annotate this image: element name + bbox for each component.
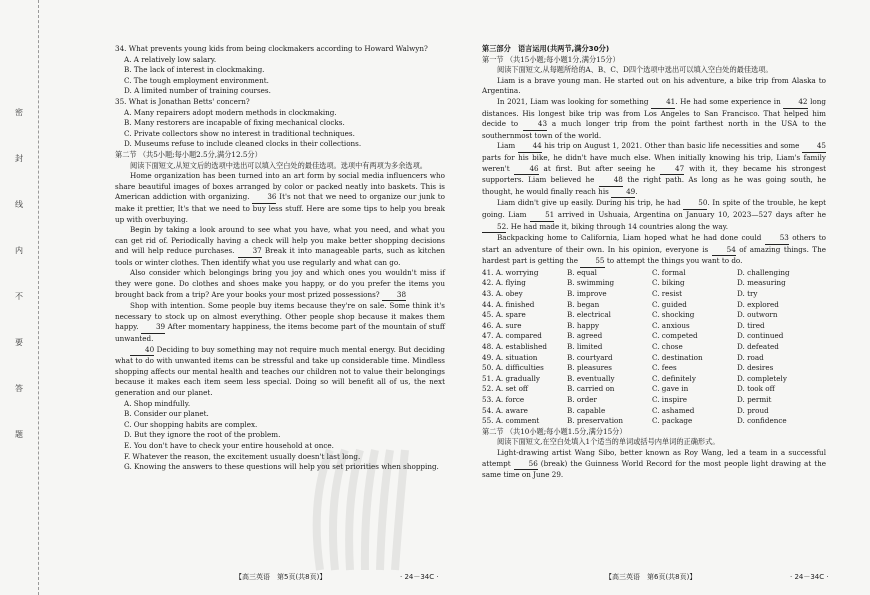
blank-42[interactable]: 42	[783, 97, 807, 109]
option-choice[interactable]: C. inspire	[652, 395, 688, 404]
option-choice[interactable]: B. equal	[567, 267, 597, 277]
blank-41[interactable]: 41	[651, 97, 675, 109]
option-choice[interactable]: D. tired	[737, 320, 765, 330]
option-choice[interactable]: D. measuring	[737, 278, 786, 288]
section2-instructions: 阅读下面短文,从短文后的选项中选出可以填入空白处的最佳选项。选项中有两项为多余选项。	[130, 160, 427, 170]
option-choice[interactable]: C. gave in	[652, 384, 689, 394]
option-choice[interactable]: C. biking	[652, 278, 685, 288]
q35-option: D. Museums refuse to include cleaned clocks in their collections.	[124, 139, 362, 149]
option-choice[interactable]: B. order	[567, 395, 597, 404]
option-choice[interactable]: B. eventually	[567, 373, 615, 383]
option-choice[interactable]: D. challenging	[737, 267, 790, 277]
option-choice[interactable]: D. took off	[737, 384, 775, 394]
q35-option: A. Many repairers adopt modern methods in clockmaking.	[124, 107, 337, 117]
option-choice[interactable]: C. ashamed	[652, 405, 695, 415]
option-choice[interactable]: 51. A. gradually	[482, 373, 540, 383]
choice-option: D. But they ignore the root of the problem.	[124, 430, 281, 440]
left-page	[115, 44, 445, 473]
section2-title: 第二节 （共5小题;每小题2.5分,满分12.5分）	[115, 149, 262, 159]
option-choice[interactable]: B. pleasures	[567, 363, 612, 373]
blank-45[interactable]: 45	[802, 141, 826, 153]
option-choice[interactable]: B. preservation	[567, 416, 624, 426]
choice-option: A. Shop mindfully.	[124, 398, 191, 408]
binding-char: 答	[15, 384, 23, 393]
q34-option: A. A relatively low salary.	[124, 54, 217, 64]
option-choice[interactable]: 42. A. flying	[482, 278, 526, 288]
passage-paragraph: Home organization has been turned into an art form by social media influencers who share beautiful images of boxes arranged by color or packed neatly into baskets. This is American addiction with organizing. 36 It's not that we need to organize our junk to make it prettier, It's that we need to buy less stuff. Here are some tips to help you break up with overbuying.	[115, 171, 445, 224]
option-choice[interactable]: C. anxious	[652, 320, 690, 330]
option-choice[interactable]: D. try	[737, 289, 758, 299]
blank-51[interactable]: 51	[530, 210, 554, 222]
passage-paragraph: Backpacking home to California, Liam hoped what he had done could 53 others to start an adventure of their own. In his opinion, everyone is 54 of amazing things. The hardest part is getting the 55 to attempt the things you want to do.	[482, 233, 826, 268]
passage-paragraph: Begin by taking a look around to see what you have, what you need, and what you can get rid of. Periodically having a check will help you make better shopping decisions and will help reduce purchases. 37 Break it into manageable parts, such as kitchen tools or winter clothes. Then identify what you use regularly and what can go.	[115, 225, 445, 267]
option-choice[interactable]: 49. A. situation	[482, 352, 538, 362]
option-choice[interactable]: B. electrical	[567, 310, 611, 320]
option-choice[interactable]: D. continued	[737, 331, 784, 341]
binding-char: 题	[15, 430, 23, 439]
option-choice[interactable]: C. fees	[652, 363, 677, 373]
page-5-code: · 24－34C ·	[400, 573, 439, 581]
option-choice[interactable]: C. destination	[652, 352, 703, 362]
blank-48[interactable]: 48	[599, 175, 623, 187]
option-choice[interactable]: B. agreed	[567, 331, 603, 341]
blank-53[interactable]: 53	[765, 233, 789, 245]
passage-paragraph: Liam 44 his trip on August 1, 2021. Other than basic life necessities and some 45 parts for his bike, he didn't have much else. When initially knowing his trip, Liam's family weren't 46 at first. But after seeing he 47 with it, they became his strongest supporters. Liam believed he 48 the right path. As long as he was going south, he thought, he would finally reach his 49.	[482, 141, 826, 198]
option-row	[482, 416, 826, 427]
option-choice[interactable]: B. happy	[567, 320, 600, 330]
blank-43[interactable]: 43	[523, 119, 547, 131]
option-row	[482, 374, 826, 385]
option-choice[interactable]: D. permit	[737, 395, 772, 404]
option-choice[interactable]: 52. A. set off	[482, 384, 529, 394]
option-row	[482, 363, 826, 374]
blank-56[interactable]: 56	[514, 459, 538, 471]
q34-option: B. The lack of interest in clockmaking.	[124, 65, 265, 75]
option-choice[interactable]: 54. A. aware	[482, 405, 528, 415]
passage-paragraph: 40 Deciding to buy something may not require much mental energy. But deciding what to do with unwanted items can be stressful and take up considerable time. Mindless shopping affects our mental health and teaches our children not to value their belongings because it makes each item seem less special. Doing so will benefit all of us, the next generation and our planet.	[115, 344, 445, 397]
option-choice[interactable]: B. began	[567, 299, 600, 309]
blank-39[interactable]: 39	[141, 322, 165, 334]
option-choice[interactable]: B. swimming	[567, 278, 615, 288]
passage-paragraph: In 2021, Liam was looking for something 41. He had some experience in 42 long distances. His longest bike trip was from Los Angeles to San Francisco. That helped him decide to 43 a much longer trip from the point farthest north in the USA to the southernmost town of the world.	[482, 96, 826, 140]
choice-option: G. Knowing the answers to these questions will help you set priorities when shopping.	[124, 462, 439, 472]
option-choice[interactable]: 46. A. sure	[482, 320, 522, 330]
right-page	[482, 44, 826, 481]
passage-paragraph: Liam didn't give up easily. During his trip, he had 50. In spite of the trouble, he kept going. Liam 51 arrived in Ushuaia, Argentina on January 10, 2023—527 days after he 52. He had made it, biking through 14 countries along the way.	[482, 198, 826, 233]
blank-54[interactable]: 54	[712, 245, 736, 257]
option-choice[interactable]: 50. A. difficulties	[482, 363, 544, 373]
choice-option: C. Our shopping habits are complex.	[124, 419, 258, 429]
option-choice[interactable]: D. road	[737, 352, 764, 362]
option-choice[interactable]: D. outworn	[737, 310, 778, 320]
option-row	[482, 384, 826, 395]
option-choice[interactable]: D. defeated	[737, 342, 779, 352]
binding-char: 内	[15, 246, 23, 255]
option-choice[interactable]: B. capable	[567, 405, 606, 415]
option-choice[interactable]: D. confidence	[737, 416, 787, 426]
choice-option: B. Consider our planet.	[124, 409, 209, 419]
blank-37[interactable]: 37	[238, 246, 262, 258]
option-choice[interactable]: 53. A. force	[482, 395, 525, 404]
choice-option: E. You don't have to check your entire household at once.	[124, 440, 334, 450]
option-choice[interactable]: 48. A. established	[482, 342, 547, 352]
binding-char: 密	[15, 108, 23, 117]
passage-paragraph: Liam is a brave young man. He started out on his adventure, a bike trip from Alaska to Argentina.	[482, 75, 826, 96]
option-choice[interactable]: D. explored	[737, 299, 779, 309]
section2-instructions: 阅读下面短文,在空白处填入1个适当的单词或括号内单词的正确形式。	[497, 437, 720, 447]
binding-char: 要	[15, 338, 23, 347]
option-row	[482, 331, 826, 342]
blank-38[interactable]: 38	[382, 290, 406, 302]
q35-option: B. Many restorers are incapable of fixing mechanical clocks.	[124, 118, 345, 128]
option-choice[interactable]: B. improve	[567, 289, 607, 299]
option-choice[interactable]: C. guided	[652, 299, 687, 309]
option-choice[interactable]: C. formal	[652, 267, 686, 277]
page-6-label: 【高三英语 第6页(共8页)】	[605, 573, 697, 581]
option-choice[interactable]: C. definitely	[652, 373, 696, 383]
part3-title: 第三部分 语言运用(共两节,满分30分)	[482, 44, 610, 53]
option-choice[interactable]: C. resist	[652, 289, 683, 299]
option-choice[interactable]: 43. A. obey	[482, 289, 523, 299]
option-row	[482, 342, 826, 353]
blank-46[interactable]: 46	[514, 164, 538, 176]
q35-option: C. Private collectors show no interest in traditional techniques.	[124, 128, 355, 138]
choice-option: F. Whatever the reason, the excitement usually doesn't last long.	[124, 451, 361, 461]
binding-char: 不	[15, 292, 23, 301]
option-row	[482, 278, 826, 289]
option-choice[interactable]: 41. A. worrying	[482, 267, 539, 277]
option-choice[interactable]: C. chose	[652, 342, 683, 352]
option-row	[482, 300, 826, 311]
option-row	[482, 268, 826, 279]
option-choice[interactable]: D. desires	[737, 363, 774, 373]
blank-47[interactable]: 47	[660, 164, 684, 176]
option-row	[482, 395, 826, 406]
q34-option: C. The tough employment environment.	[124, 75, 269, 85]
binding-char: 线	[15, 200, 23, 209]
passage-paragraph: Also consider which belongings bring you joy and which ones you wouldn't miss if they were gone. Do clothes and shoes make you happy, or do you prefer the items you brought back from a trip? Are your books your most prized possessions? 38	[115, 268, 445, 301]
option-choice[interactable]: C. competed	[652, 331, 698, 341]
blank-55[interactable]: 55	[580, 256, 604, 268]
section1-instructions: 阅读下面短文,从每题所给的A、B、C、D四个选项中选出可以填入空白处的最佳选项。	[497, 65, 773, 75]
binding-char: 封	[15, 154, 23, 163]
section2-title: 第二节 （共10小题;每小题1.5分,满分15分）	[482, 426, 627, 436]
option-choice[interactable]: 44. A. finished	[482, 299, 535, 309]
binding-margin	[0, 0, 39, 595]
options-list	[482, 268, 826, 427]
blank-52[interactable]: 52	[482, 222, 506, 234]
option-row	[482, 310, 826, 321]
option-choice[interactable]: 45. A. spare	[482, 310, 526, 320]
page-6-code: · 24－34C ·	[790, 573, 829, 581]
section1-title: 第一节 （共15小题;每小题1分,满分15分）	[482, 54, 620, 64]
blank-40[interactable]: 40	[130, 345, 154, 357]
option-row	[482, 289, 826, 300]
option-choice[interactable]: C. package	[652, 416, 693, 426]
q34-option: D. A limited number of training courses.	[124, 86, 271, 96]
page-5-label: 【高三英语 第5页(共8页)】	[235, 573, 327, 581]
option-choice[interactable]: C. shocking	[652, 310, 695, 320]
blank-36[interactable]: 36	[252, 192, 276, 204]
option-row	[482, 353, 826, 364]
binding-warning-text	[12, 90, 26, 458]
option-choice[interactable]: 55. A. comment	[482, 416, 540, 426]
option-row	[482, 321, 826, 332]
option-choice[interactable]: B. courtyard	[567, 352, 613, 362]
option-choice[interactable]: B. limited	[567, 342, 603, 352]
blank-49[interactable]: 49	[611, 187, 635, 199]
question-34: 34. What prevents young kids from being clockmakers according to Howard Walwyn?	[115, 44, 428, 53]
option-choice[interactable]: D. completely	[737, 373, 787, 383]
option-choice[interactable]: 47. A. compared	[482, 331, 542, 341]
watermark-logo	[300, 430, 420, 580]
passage-paragraph: Shop with intention. Some people buy items because they're on sale. Some think it's necessary to stock up on almost everything. Other people shop because it makes them happy. 39 After momentary happiness, the items become part of the mountain of stuff unwanted.	[115, 301, 445, 344]
option-row	[482, 406, 826, 417]
option-choice[interactable]: B. carried on	[567, 384, 615, 394]
blank-50[interactable]: 50	[683, 198, 707, 210]
question-35: 35. What is Jonathan Betts' concern?	[115, 96, 250, 106]
passage-paragraph: Light-drawing artist Wang Sibo, better known as Roy Wang, led a team in a successful attempt 56 (break) the Guinness World Record for the most people light drawing at the same time on June 29.	[482, 447, 826, 480]
blank-44[interactable]: 44	[518, 141, 542, 153]
option-choice[interactable]: D. proud	[737, 405, 769, 415]
